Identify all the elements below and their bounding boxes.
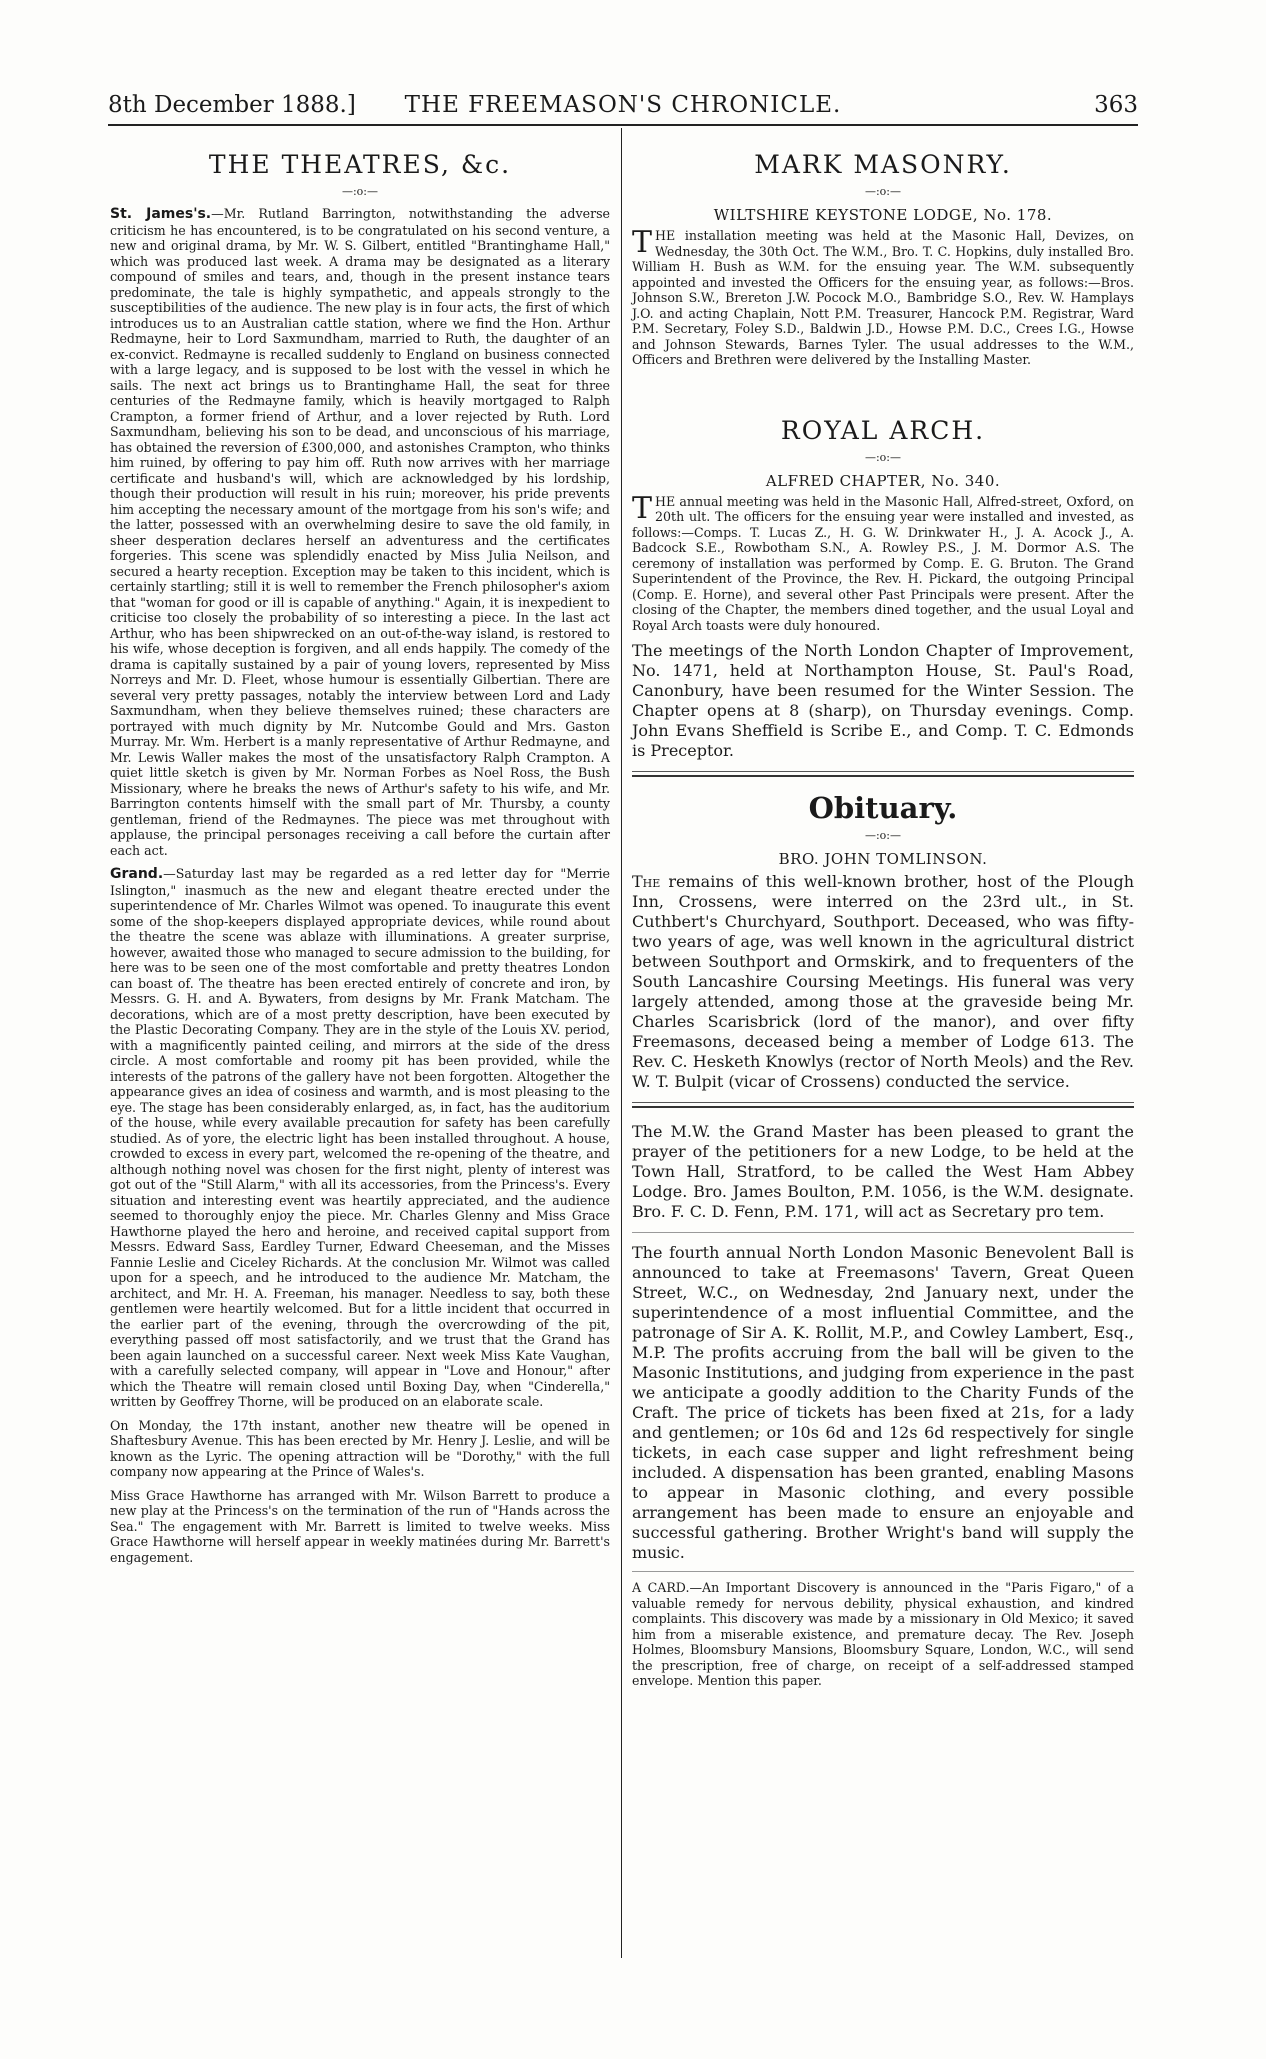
north-london-chapter-note: The meetings of the North London Chapter of Improvement, No. 1471, held at Northampton House, St. Paul's Road, Canonbury, have been resumed for the Winter Session. The Chapter opens at 8 (sharp), on Thursday evenings. Comp. John Evans Sheffield is Scribe E., and Comp. T. C. Edmonds is Preceptor. <box>632 641 1134 760</box>
royal-arch-title: ROYAL ARCH. <box>780 415 986 445</box>
card-advertisement: A CARD.—An Important Discovery is announced in the "Paris Figaro," of a valuable remedy for nervous debility, physical exhaustion, and kindred complaints. This discovery was made by a missionary in Old Mexico; it saved him from a miserable existence, and premature decay. The Rev. Joseph Holmes, Bloomsbury Mansions, Bloomsbury Square, London, W.C., will send the prescription, free of charge, on receipt of a self-addressed stamped envelope. Mention this paper. <box>632 1580 1134 1688</box>
right-column <box>632 150 1134 1697</box>
alfred-report <box>632 490 1134 634</box>
notice-rule <box>632 1232 1134 1233</box>
wiltshire-body: HE installation meeting was held at the Masonic Hall, Devizes, on Wednesday, the 30th Oct. The W.M., Bro. T. C. Hopkins, duly installed Bro. William H. Bush as W.M. for the ensuing year. The W.M. subsequently appointed and invested the Officers for the ensuing year, as follows:—Bros. Johnson S.W., Brereton J.W. Pocock M.O., Bambridge S.O., Rev. W. Hamplays J.O. and acting Chaplain, Nott P.M. Treasurer, Hancock P.M. Registrar, Ward P.M. Secretary, Foley S.D., Baldwin J.D., Howse P.M. D.C., Crees I.G., Howse and Johnson Stewards, Barnes Tyler. The usual addresses to the W.M., Officers and Brethren were delivered by the Installing Master. <box>632 228 1134 367</box>
theatres-title: THE THEATRES, &c. <box>208 150 512 179</box>
grand-body: —Saturday last may be regarded as a red letter day for "Merrie Islington," inasmuch as the new and elegant theatre erected under the superintendence of Mr. Charles Wilmot was opened. To inaugurate this event some of the shop-keepers displayed appropriate devices, while round about the theatre the scene was ablaze with illuminations. A greater surprise, however, awaited those who managed to secure admission to the building, for here was to be seen one of the most comfortable and pretty theatres London can boast of. The theatre has been erected entirely of concrete and iron, by Messrs. G. H. and A. Bywaters, from designs by Mr. Frank Matcham. The decorations, which are of a most pretty description, have been executed by the Plastic Decorating Company. They are in the style of the Louis XV. period, with a magnificently painted ceiling, and mirrors at the side of the dress circle. A most comfortable and roomy pit has been provided, while the interests of the patrons of the gallery have not been forgotten. Altogether the appearance gives an idea of cosiness and warmth, and is most pleasing to the eye. The stage has been considerably enlarged, as, in fact, has the auditorium of the house, while every available precaution for safety has been carefully studied. As of yore, the electric light has been installed throughout. A house, crowded to excess in every part, welcomed the re-opening of the theatre, and although nothing novel was chosen for the first night, plenty of interest was got out of the "Still Alarm," with all its accessories, from the Princess's. Every situation and interesting event was heartily appreciated, and the audience seemed to thoroughly enjoy the piece. Mr. Charles Glenny and Miss Grace Hawthorne played the hero and heroine, and received capital support from Messrs. Edward Sass, Eardley Turner, Edward Cheeseman, and the Misses Fannie Leslie and Ciceley Richards. At the conclusion Mr. Wilmot was called upon for a speech, and he introduced to the audience Mr. Matcham, the architect, and Mr. H. A. Freeman, his manager. Needless to say, both these gentlemen were heartily welcomed. But for a little incident that occurred in the earlier part of the evening, through the overcrowding of the pit, everything passed off most satisfactorily, and we trust that the Grand has been again launched on a successful career. Next week Miss Kate Vaughan, with a carefully selected company, will appear in "Love and Honour," after which the Theatre will remain closed until Boxing Day, when "Cinderella," written by Geoffrey Thorne, will be produced on an elaborate scale. <box>110 866 610 1409</box>
benevolent-ball-notice: The fourth annual North London Masonic Benevolent Ball is announced to take at Freemasons' Tavern, Great Queen Street, W.C., on Wednesday, 2nd January next, under the superintendence of a most influential Committee, and the patronage of Sir A. K. Rollit, M.P., and Cowley Lambert, Esq., M.P. The profits accruing from the ball will be given to the Masonic Institutions, and judging from experience in the past we anticipate a goodly addition to the Charity Funds of the Craft. The price of tickets has been fixed at 21s, for a lady and gentlemen; or 10s 6d and 12s 6d respectively for single tickets, in each case supper and light refreshment being included. A dispensation has been granted, enabling Masons to appear in Masonic clothing, and every possible arrangement has been made to ensure an enjoyable and successful gathering. Brother Wright's band will supply the music. <box>632 1243 1134 1562</box>
arch-separator: —:o:— <box>864 450 902 464</box>
obituary-separator: —:o:— <box>864 829 902 842</box>
obituary-body <box>632 872 1134 1092</box>
grand-article <box>110 866 610 1410</box>
section-divider <box>632 1102 1134 1108</box>
lyric-article: On Monday, the 17th instant, another new theatre will be opened in Shaftesbury Avenue. This has been erected by Mr. Henry J. Leslie, and will be known as the Lyric. The opening attraction will be "Dorothy," with the full company now appearing at the Prince of Wales's. <box>110 1417 610 1479</box>
masthead <box>108 92 1138 122</box>
hawthorne-article: Miss Grace Hawthorne has arranged with Mr. Wilson Barrett to produce a new play at the Princess's on the termination of the run of "Hands across the Sea." The engagement with Mr. Barrett is limited to twelve weeks. Miss Grace Hawthorne will herself appear in weekly matinées during Mr. Barrett's engagement. <box>110 1487 610 1565</box>
advert-rule <box>632 1571 1134 1572</box>
mark-masonry-title: MARK MASONRY. <box>754 150 1012 179</box>
st-james-body: —Mr. Rutland Barrington, notwithstanding the adverse criticism he has encountered, is to be congratulated on his second venture, a new and original drama, by Mr. W. S. Gilbert, entitled "Brantinghame Hall," which was produced last week. A drama may be designated as a literary compound of smiles and tears, and, though in the present instance tears predominate, the tale is highly sympathetic, and appeals strongly to the susceptibilities of the audience. The new play is in four acts, the first of which introduces us to an Australian cattle station, where we find the Hon. Arthur Redmayne, heir to Lord Saxmundham, married to Ruth, the daughter of an ex-convict. Redmayne is recalled suddenly to England on business connected with a large legacy, and is supposed to be lost with the vessel in which he sails. The next act brings us to Brantinghame Hall, the seat for three centuries of the Redmayne family, which is heavily mortgaged to Ralph Crampton, a former friend of Arthur, and a lover rejected by Ruth. Lord Saxmundham, believing his son to be dead, and unconscious of his marriage, has obtained the reversion of £300,000, and astonishes Crampton, who thinks him ruined, by offering to pay him off. Ruth now arrives with her marriage certificate and husband's will, which are acknowledged by his lordship, though their production will result in his ruin; moreover, his pride prevents him accepting the necessary amount of the mortgage from his son's wife; and the latter, possessed with an overwhelming desire to save the old family, in sheer desperation declares herself an adventuress and the certificates forgeries. This scene was splendidly enacted by Miss Julia Neilson, and secured a hearty reception. Exception may be taken to this incident, which is certainly startling; still it is well to remember the French philosopher's axiom that "woman for good or ill is capable of anything." Again, it is inexpedient to criticise too closely the probability of so interesting a piece. In the last act Arthur, who has been shipwrecked on an out-of-the-way island, is restored to his wife, whose deception is forgiven, and all ends happily. The comedy of the drama is capitally sustained by a pair of young lovers, represented by Miss Norreys and Mr. D. Fleet, whose humour is essentially Gilbertian. There are several very pretty passages, notably the interview between Lord and Lady Saxmundham, when they believe themselves ruined; these characters are portrayed with much dignity by Mr. Nutcombe Gould and Mrs. Gaston Murray. Mr. Wm. Herbert is a manly representative of Arthur Redmayne, and Mr. Lewis Waller makes the most of the unsatisfactory Ralph Crampton. A quiet little sketch is given by Mr. Norman Forbes as Noel Ross, the Bush Missionary, where he breaks the news of Arthur's safety to his wife, and Mr. Barrington contents himself with the small part of Mr. Thursby, a county gentleman, friend of the Redmaynes. The piece was met throughout with applause, the principal personages receiving a call before the curtain after each act. <box>110 206 610 858</box>
alfred-body: HE annual meeting was held in the Masonic Hall, Alfred-street, Oxford, on 20th ult. The officers for the ensuing year were installed and invested, as follows:—Comps. T. Lucas Z., H. G. W. Drinkwater H., J. A. Acock J., A. Badcock S.E., Rowbotham S.N., A. Rowley P.S., J. M. Dormor A.S. The ceremony of installation was performed by Comp. E. G. Bruton. The Grand Superintendent of the Province, the Rev. H. Pickard, the outgoing Principal (Comp. E. Horne), and several other Past Principals were present. After the closing of the Chapter, the members dined together, and the usual Loyal and Royal Arch toasts were duly honoured. <box>632 493 1134 633</box>
alfred-dropcap: T <box>632 490 653 526</box>
st-james-article <box>110 206 610 858</box>
page-number: 363 <box>1094 92 1138 118</box>
obituary-text: remains of this well-known brother, host of the Plough Inn, Crossens, were interred on the 23rd ult., in St. Cuthbert's Churchyard, Southport. Deceased, who was fifty-two years of age, was well known in the agricultural district between Southport and Ormskirk, and to frequenters of the South Lancashire Coursing Meetings. His funeral was very largely attended, among those at the graveside being Mr. Charles Scarisbrick (lord of the manor), and over fifty Freemasons, deceased being a member of Lodge 613. The Rev. C. Hesketh Knowlys (rector of North Meols) and the Rev. W. T. Bulpit (vicar of Crossens) conducted the service. <box>632 872 1134 1091</box>
alfred-chapter-title: ALFRED CHAPTER, No. 340. <box>765 471 1001 490</box>
theatres-separator: —:o:— <box>341 185 379 198</box>
masthead-rule <box>108 124 1138 126</box>
obituary-title: Obituary. <box>808 791 958 825</box>
obituary-lead: The <box>632 872 661 891</box>
obituary-subtitle: BRO. JOHN TOMLINSON. <box>778 850 988 868</box>
st-james-lead: St. James's. <box>110 206 212 222</box>
wiltshire-report <box>632 225 1134 368</box>
issue-date: 8th December 1888.] <box>108 92 356 118</box>
wiltshire-lodge-title: WILTSHIRE KEYSTONE LODGE, No. 178. <box>713 206 1053 224</box>
west-ham-lodge-notice: The M.W. the Grand Master has been pleased to grant the prayer of the petitioners for a new Lodge, to be held at the Town Hall, Stratford, to be called the West Ham Abbey Lodge. Bro. James Boulton, P.M. 1056, is the W.M. designate. Bro. F. C. D. Fenn, P.M. 171, will act as Secretary pro tem. <box>632 1122 1134 1221</box>
column-rule <box>621 128 622 1958</box>
left-column <box>110 150 610 1573</box>
publication-title: THE FREEMASON'S CHRONICLE. <box>404 92 842 118</box>
wiltshire-dropcap: T <box>632 225 653 260</box>
mark-separator: —:o:— <box>864 185 902 198</box>
section-divider <box>632 771 1134 777</box>
grand-lead: Grand. <box>110 866 164 882</box>
